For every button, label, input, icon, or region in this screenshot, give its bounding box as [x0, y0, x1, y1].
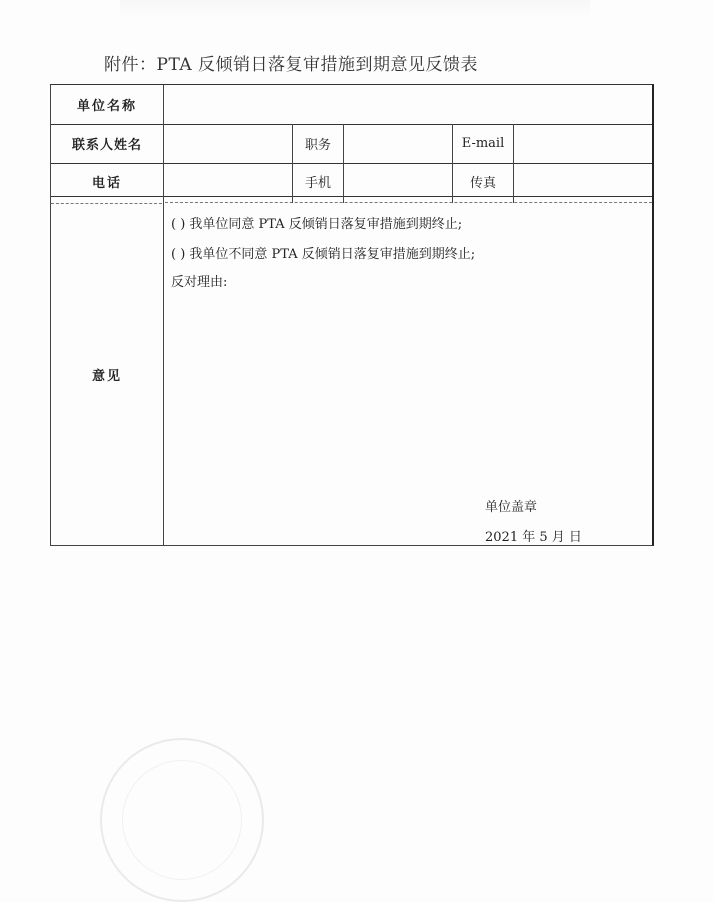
unit-name-label: 单位名称	[76, 99, 137, 114]
contact-name-field[interactable]	[164, 124, 292, 163]
mobile-label: 手机	[304, 175, 331, 191]
date-line: 2021 年 5 月 日	[485, 530, 582, 545]
show-through-bleed	[120, 0, 590, 18]
position-field[interactable]	[344, 124, 452, 163]
email-field[interactable]	[514, 124, 653, 163]
unit-name-field[interactable]	[164, 85, 653, 124]
fax-field[interactable]	[514, 163, 653, 199]
reason-label: 反对理由:	[171, 275, 228, 290]
position-label: 职务	[304, 138, 331, 153]
agree-option[interactable]: ( ) 我单位同意 PTA 反倾销日落复审措施到期终止;	[171, 217, 463, 232]
document-title: 附件：PTA 反倾销日落复审措施到期意见反馈表	[104, 55, 479, 75]
feedback-form	[50, 84, 654, 546]
phone-field[interactable]	[164, 163, 292, 199]
contact-name-label: 联系人姓名	[71, 138, 142, 153]
row-divider-dashed	[165, 202, 652, 203]
opinion-label: 意见	[91, 368, 122, 384]
fax-label: 传真	[469, 175, 496, 191]
email-label: E-mail	[461, 136, 505, 151]
disagree-option[interactable]: ( ) 我单位不同意 PTA 反倾销日落复审措施到期终止;	[171, 247, 476, 262]
faint-seal	[100, 738, 264, 902]
mobile-field[interactable]	[344, 163, 452, 199]
phone-label: 电话	[91, 175, 122, 191]
stamp-label: 单位盖章	[485, 500, 538, 515]
